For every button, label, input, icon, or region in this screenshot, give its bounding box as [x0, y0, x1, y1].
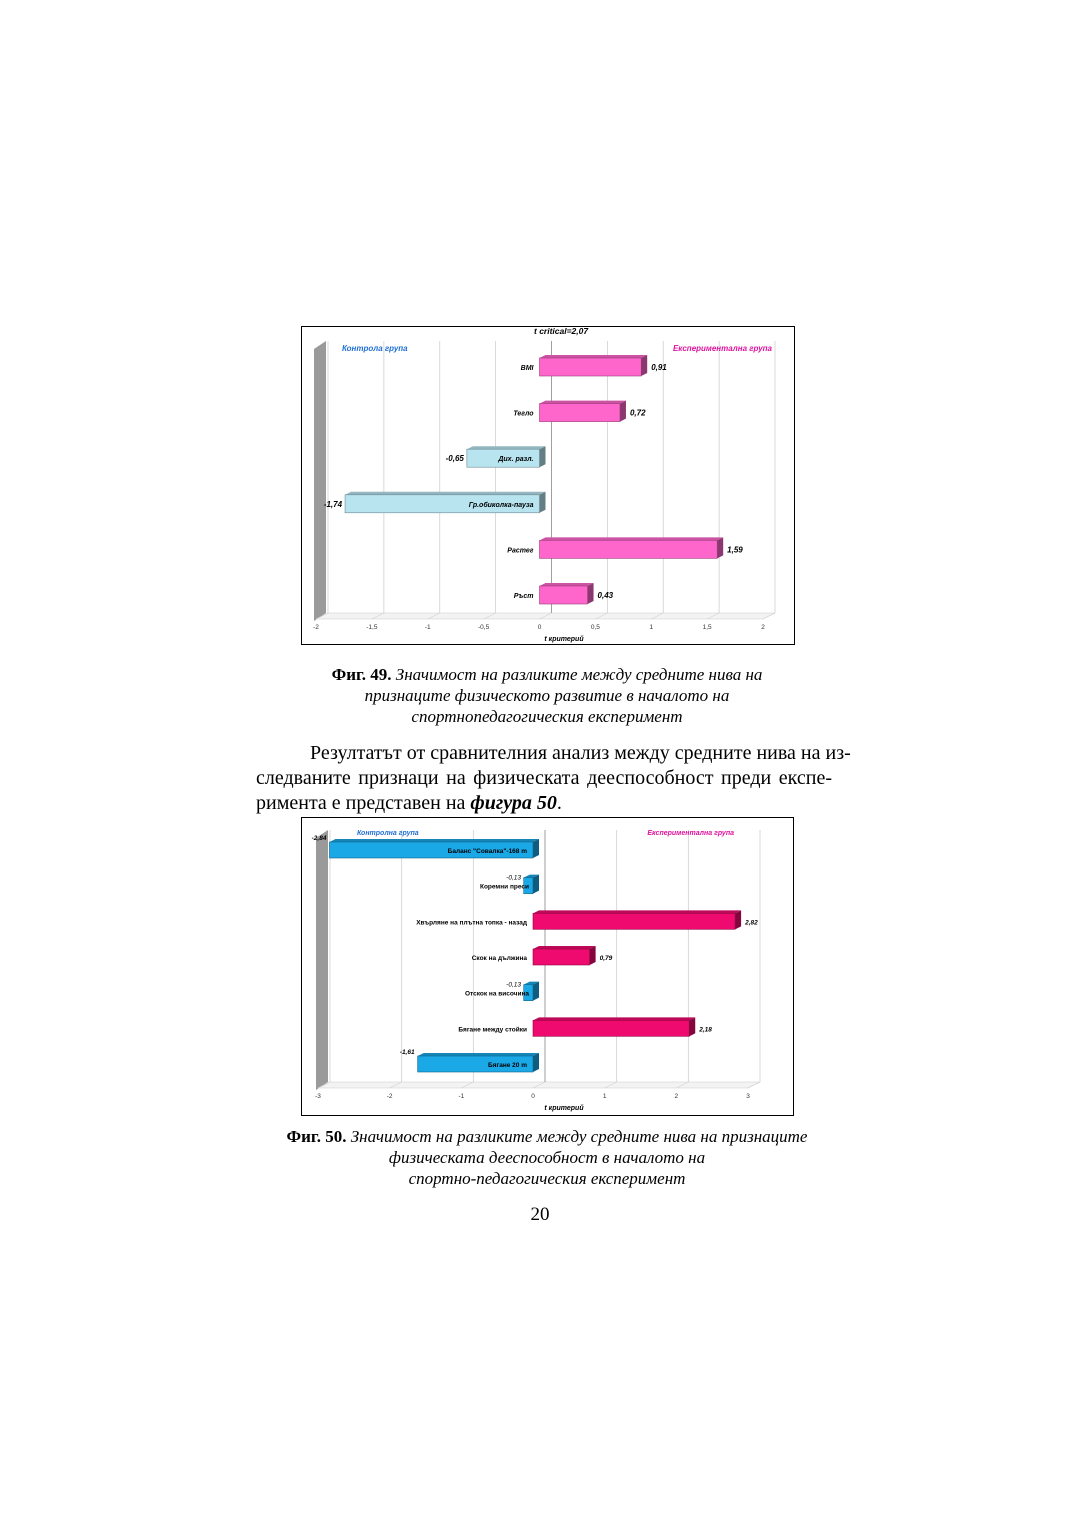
category-label: Коремни преси [479, 883, 529, 891]
bar-side-face [717, 537, 723, 558]
x-tick-label: -3 [315, 1093, 321, 1100]
chart-fig-49 [301, 326, 795, 645]
figure-49-caption-line-1: Значимост на разликите между средните нива на [395, 665, 763, 684]
bar-top-face [329, 839, 539, 842]
x-tick-label: 1 [602, 1093, 607, 1100]
body-line-2: следваните признаци на физическата дееспособност преди експе- [256, 767, 832, 789]
category-label: Отскок на височина [464, 990, 529, 998]
body-line-3-text: римента е представен на [256, 792, 466, 814]
figure-49-number: Фиг. 49. [331, 665, 392, 684]
value-label: -0,65 [445, 454, 464, 464]
body-line-1: Резултатът от сравнителния анализ между средните нива на из- [310, 742, 851, 764]
bar-top-face [540, 401, 626, 404]
bar-side-face [540, 446, 546, 467]
x-tick-label: 0,5 [590, 624, 600, 631]
category-label: Бягане 20 m [488, 1062, 527, 1069]
bar-top-face [467, 446, 546, 449]
value-label: -1,61 [399, 1049, 415, 1056]
bar [540, 586, 588, 604]
x-tick-label: 2 [674, 1093, 679, 1100]
chart-fig-50 [301, 817, 794, 1116]
x-tick-label: 0 [537, 624, 542, 631]
category-label: BMI [520, 365, 534, 372]
category-label: Хвърляне на плътна топка - назад [416, 919, 527, 927]
figure-49-caption-line-2: признаците физическото развитие в началото на [364, 686, 730, 705]
bar-side-face [735, 910, 741, 929]
bar-side-face [689, 1017, 695, 1036]
x-tick-label: -0,5 [478, 624, 490, 631]
bar-top-face [540, 583, 594, 586]
bar-side-face [588, 583, 594, 604]
value-label: 2,18 [699, 1026, 712, 1034]
category-label: Дих. разл. [498, 456, 534, 464]
x-axis-title: t критерий [544, 636, 584, 643]
figure-50-caption-line-3: спортно-педагогическия експеримент [408, 1169, 686, 1188]
bar [540, 540, 718, 558]
value-label: 0,72 [629, 408, 646, 418]
body-line-3 [256, 791, 832, 816]
figure-50-number: Фиг. 50. [286, 1127, 347, 1146]
bar [533, 1020, 689, 1036]
chart-side-wall [314, 341, 326, 621]
bar-top-face [418, 1053, 539, 1056]
category-label: Гр.обиколка-пауза [468, 501, 534, 509]
x-tick-label: 2 [761, 624, 765, 631]
bar-side-face [590, 946, 596, 965]
bar-top-face [540, 537, 724, 540]
bar-top-face [533, 946, 596, 949]
x-tick-label: -1 [424, 624, 431, 631]
value-label: -0,13 [506, 981, 521, 989]
category-label: Скок на дължина [471, 955, 527, 962]
value-label: 2,82 [745, 919, 758, 927]
value-label: 0,91 [651, 363, 667, 372]
group-label-control: Контролна група [357, 830, 419, 837]
chart-50-svg [302, 818, 793, 1115]
category-label: Баланс "Совалка"-168 m [447, 848, 527, 855]
value-label: -2,84 [311, 835, 327, 842]
bar-top-face [533, 910, 741, 913]
x-tick-label: -1 [458, 1093, 465, 1100]
bar-side-face [641, 355, 647, 376]
group-label-experimental: Експериментална група [647, 830, 734, 837]
bar-top-face [540, 355, 648, 358]
bar-side-face [620, 401, 626, 422]
page-number: 20 [530, 1204, 550, 1225]
x-tick-label: -2 [386, 1093, 393, 1100]
bar-side-face [533, 1053, 539, 1072]
chart-49-svg [302, 327, 794, 644]
figure-50-reference: фигура 50 [470, 792, 557, 814]
value-label: 1,59 [727, 545, 743, 555]
value-label: -0,13 [506, 874, 521, 882]
bar [533, 949, 590, 965]
x-tick-label: -1,5 [366, 624, 378, 631]
bar-top-face [345, 492, 545, 495]
figure-50-caption-line-2: физическата дееспособност в началото на [388, 1148, 706, 1167]
bar [540, 358, 642, 376]
category-label: Бягане между стойки [458, 1026, 527, 1034]
x-tick-label: 0 [531, 1093, 535, 1100]
figure-49-caption [300, 664, 794, 727]
group-label-control: Контрола група [342, 344, 408, 353]
x-tick-label: 1 [649, 624, 654, 631]
bar [533, 913, 735, 929]
figure-50-caption [255, 1126, 839, 1189]
x-axis-title: t критерий [544, 1105, 584, 1112]
x-tick-label: 1,5 [702, 624, 712, 631]
category-label: Тегло [513, 410, 534, 418]
value-label: -1,74 [323, 499, 343, 509]
x-tick-label: 3 [746, 1093, 750, 1100]
category-label: Растег [507, 547, 534, 555]
body-paragraph [256, 741, 851, 816]
x-tick-label: -2 [313, 624, 319, 631]
bar [540, 404, 620, 422]
bar-side-face [540, 492, 546, 513]
chart-side-wall [316, 830, 328, 1090]
bar-top-face [533, 1017, 695, 1020]
figure-49-caption-line-3: спортнопедагогическия експеримент [411, 707, 683, 726]
category-label: Ръст [513, 593, 534, 600]
body-line-3-end: . [556, 792, 562, 814]
bar-side-face [533, 982, 539, 1001]
value-label: 0,43 [597, 591, 614, 600]
group-label-experimental: Експериментална група [672, 344, 772, 353]
bar-side-face [533, 875, 539, 894]
bar-side-face [533, 839, 539, 858]
figure-50-caption-line-1: Значимост на разликите между средните нива на признаците [350, 1127, 808, 1146]
value-label: 0,79 [599, 955, 613, 962]
critical-value-label: t critical=2,07 [534, 327, 589, 336]
